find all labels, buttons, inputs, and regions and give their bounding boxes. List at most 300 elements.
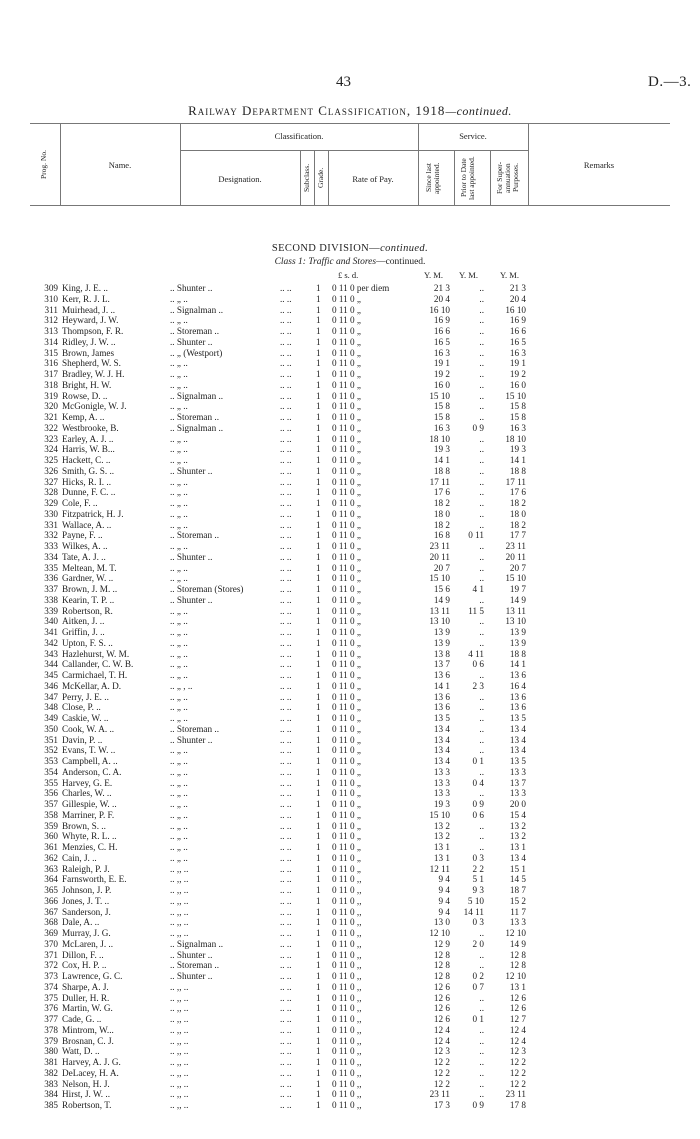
prog-no-cell: 377 <box>44 1014 58 1024</box>
superannuation-cell: 15 4 <box>509 809 526 820</box>
since-last-cell: 13 6 <box>433 670 450 680</box>
header-bottom-rule <box>30 205 670 206</box>
header-rate-of-pay: Rate of Pay. <box>352 174 394 184</box>
designation-cell: .. „ .. <box>170 831 188 842</box>
leader-dots: .. .. <box>280 573 292 584</box>
since-last-cell: 15 8 <box>433 412 450 422</box>
superannuation-cell: 14 1 <box>509 455 526 465</box>
superannuation-cell: 16 6 <box>509 326 526 336</box>
name-cell: Perry, J. E. .. <box>62 691 109 702</box>
subclass-cell: 1 <box>316 971 321 981</box>
name-cell: Johnson, J. P. <box>62 885 112 895</box>
leader-dots: .. .. <box>280 852 292 863</box>
table-row <box>0 928 700 939</box>
rate-of-pay-cell: 0 11 0 ,, <box>332 938 362 949</box>
name-cell: Kemp, A. .. <box>62 412 105 422</box>
prior-to-cell: .. <box>479 594 484 605</box>
superannuation-cell: 14 5 <box>509 874 526 885</box>
subclass-cell: 1 <box>316 1035 321 1046</box>
designation-cell: .. ,, .. <box>170 1067 189 1078</box>
prog-no-cell: 381 <box>44 1057 58 1067</box>
since-last-cell: 13 11 <box>429 605 450 616</box>
prior-to-cell: .. <box>479 637 484 648</box>
leader-dots: .. .. <box>280 788 292 799</box>
name-cell: Cain, J. .. <box>62 852 97 863</box>
prog-no-cell: 350 <box>44 723 58 734</box>
designation-cell: .. Shunter .. <box>170 551 213 562</box>
name-cell: Cole, F. .. <box>62 498 98 508</box>
col-divider <box>490 150 491 205</box>
designation-cell: .. Shunter .. <box>170 283 213 293</box>
rate-of-pay-cell: 0 11 0 ,, <box>332 1035 362 1046</box>
superannuation-cell: 20 7 <box>509 562 526 573</box>
subclass-cell: 1 <box>316 1046 321 1057</box>
table-row <box>0 305 700 316</box>
rate-of-pay-cell: 0 11 0 „ <box>332 627 362 637</box>
table-row <box>0 477 700 488</box>
prog-no-cell: 378 <box>44 1024 58 1035</box>
superannuation-cell: 12 6 <box>509 992 526 1003</box>
leader-dots: .. .. <box>280 551 292 562</box>
since-last-cell: 16 9 <box>433 315 450 326</box>
superannuation-cell: 18 7 <box>509 885 526 895</box>
name-cell: Shepherd, W. S. <box>62 358 121 369</box>
prog-no-cell: 365 <box>44 885 58 895</box>
leader-dots: .. .. <box>280 863 292 874</box>
since-last-cell: 13 2 <box>433 820 450 831</box>
since-last-cell: 13 4 <box>433 756 450 766</box>
rate-of-pay-cell: 0 11 0 „ <box>332 691 362 702</box>
name-cell: Brown, S. .. <box>62 820 106 831</box>
prog-no-cell: 323 <box>44 433 58 444</box>
since-last-cell: 16 3 <box>433 422 450 433</box>
prior-to-cell: .. <box>479 465 484 476</box>
superannuation-cell: 13 4 <box>509 723 526 734</box>
table-row <box>0 1057 700 1068</box>
since-last-cell: 23 11 <box>429 1089 450 1100</box>
table-row <box>0 724 700 735</box>
rate-of-pay-cell: 0 11 0 „ <box>332 734 362 745</box>
prior-to-cell: .. <box>479 293 484 304</box>
leader-dots: .. .. <box>280 756 292 766</box>
leader-dots: .. .. <box>280 766 292 777</box>
since-last-cell: 13 5 <box>433 713 450 723</box>
name-cell: Rowse, D. .. <box>62 390 108 401</box>
leader-dots: .. .. <box>280 422 292 433</box>
table-row <box>0 315 700 326</box>
superannuation-cell: 18 2 <box>509 519 526 530</box>
rate-of-pay-cell: 0 11 0 „ <box>332 358 362 369</box>
since-last-cell: 12 2 <box>433 1078 450 1089</box>
superannuation-cell: 13 7 <box>509 777 526 788</box>
table-row <box>0 659 700 670</box>
since-last-cell: 16 0 <box>433 379 450 390</box>
since-last-cell: 19 1 <box>433 358 450 369</box>
name-cell: Nelson, H. J. <box>62 1078 110 1089</box>
since-last-cell: 15 10 <box>429 809 450 820</box>
superannuation-cell: 13 4 <box>509 745 526 756</box>
rate-of-pay-cell: 0 11 0 ,, <box>332 1100 362 1110</box>
table-row <box>0 842 700 853</box>
subclass-cell: 1 <box>316 713 321 723</box>
table-row <box>0 530 700 541</box>
superannuation-cell: 20 0 <box>509 799 526 809</box>
header-prior-to-date: Prior to Date last appointed. <box>459 156 476 200</box>
superannuation-cell: 18 8 <box>509 465 526 476</box>
name-cell: Lawrence, G. C. <box>62 971 123 981</box>
subclass-cell: 1 <box>316 734 321 745</box>
prior-to-cell: .. <box>479 476 484 487</box>
superannuation-cell: 13 5 <box>509 756 526 766</box>
prog-no-cell: 348 <box>44 702 58 713</box>
leader-dots: .. .. <box>280 1035 292 1046</box>
prior-to-cell: .. <box>479 508 484 519</box>
leader-dots: .. .. <box>280 734 292 745</box>
rate-of-pay-cell: 0 11 0 „ <box>332 616 362 627</box>
superannuation-cell: 13 1 <box>509 842 526 852</box>
designation-cell: .. ,, .. <box>170 885 189 895</box>
name-cell: Sanderson, J. <box>62 906 111 917</box>
leader-dots: .. .. <box>280 498 292 508</box>
superannuation-cell: 15 10 <box>505 390 526 401</box>
leader-dots: .. .. <box>280 745 292 756</box>
name-cell: Fitzpatrick, H. J. <box>62 508 124 519</box>
leader-dots: .. .. <box>280 336 292 347</box>
superannuation-cell: 19 7 <box>509 584 526 594</box>
subclass-cell: 1 <box>316 874 321 885</box>
leader-dots: .. .. <box>280 326 292 336</box>
subclass-cell: 1 <box>316 1024 321 1035</box>
prog-no-cell: 337 <box>44 584 58 594</box>
prog-no-cell: 312 <box>44 315 58 326</box>
subclass-cell: 1 <box>316 702 321 713</box>
table-row <box>0 455 700 466</box>
prior-to-cell: .. <box>479 369 484 379</box>
rate-of-pay-cell: 0 11 0 „ <box>332 508 362 519</box>
leader-dots: .. .. <box>280 1003 292 1014</box>
prog-no-cell: 334 <box>44 551 58 562</box>
rate-of-pay-cell: 0 11 0 „ <box>332 713 362 723</box>
name-cell: Hirst, J. W. .. <box>62 1089 110 1100</box>
name-cell: Jones, J. T. .. <box>62 895 110 906</box>
header-grade: Grade. <box>316 167 325 189</box>
leader-dots: .. .. <box>280 680 292 691</box>
name-cell: Brown, James <box>62 347 115 358</box>
superannuation-cell: 13 4 <box>509 734 526 745</box>
rate-of-pay-cell: 0 11 0 ,, <box>332 917 362 928</box>
prior-to-cell: 11 5 <box>468 605 484 616</box>
leader-dots: .. .. <box>280 616 292 627</box>
leader-dots: .. .. <box>280 562 292 573</box>
subclass-cell: 1 <box>316 444 321 455</box>
leader-dots: .. .. <box>280 895 292 906</box>
subclass-cell: 1 <box>316 1057 321 1067</box>
designation-cell: .. „ .. <box>170 670 188 680</box>
rate-of-pay-cell: 0 11 0 „ <box>332 637 362 648</box>
designation-cell: .. Signalman .. <box>170 390 224 401</box>
prog-no-cell: 339 <box>44 605 58 616</box>
subclass-cell: 1 <box>316 981 321 992</box>
superannuation-cell: 16 9 <box>509 315 526 326</box>
prior-to-cell: 0 9 <box>472 1100 484 1110</box>
subclass-cell: 1 <box>316 433 321 444</box>
prog-no-cell: 367 <box>44 906 58 917</box>
division-heading <box>0 243 700 254</box>
prior-to-cell: 9 3 <box>472 885 484 895</box>
prior-to-cell: .. <box>479 1024 484 1035</box>
table-row <box>0 810 700 821</box>
leader-dots: .. .. <box>280 379 292 390</box>
subclass-cell: 1 <box>316 863 321 874</box>
prog-no-cell: 315 <box>44 347 58 358</box>
table-row <box>0 326 700 337</box>
subclass-cell: 1 <box>316 455 321 465</box>
designation-cell: .. „ (Westport) <box>170 347 223 358</box>
subclass-cell: 1 <box>316 412 321 422</box>
prog-no-cell: 379 <box>44 1035 58 1046</box>
prog-no-cell: 342 <box>44 637 58 648</box>
name-cell: Brosnan, C. J. <box>62 1035 114 1046</box>
table-row <box>0 444 700 455</box>
leader-dots: .. .. <box>280 508 292 519</box>
leader-dots: .. .. <box>280 627 292 637</box>
designation-cell: .. „ .. <box>170 648 188 659</box>
col-divider <box>454 150 455 205</box>
rate-of-pay-cell: 0 11 0 „ <box>332 465 362 476</box>
prior-to-cell: 14 11 <box>463 906 484 917</box>
since-last-cell: 13 1 <box>433 852 450 863</box>
superannuation-cell: 17 8 <box>509 1100 526 1110</box>
since-last-cell: 13 3 <box>433 766 450 777</box>
name-cell: Aitken, J. .. <box>62 616 105 627</box>
table-row <box>0 638 700 649</box>
leader-dots: .. .. <box>280 541 292 551</box>
since-last-cell: 15 6 <box>433 584 450 594</box>
name-cell: Gardner, W. .. <box>62 573 114 584</box>
superannuation-cell: 12 7 <box>509 1014 526 1024</box>
superannuation-cell: 19 2 <box>509 369 526 379</box>
prior-to-cell: .. <box>479 379 484 390</box>
designation-cell: .. „ .. <box>170 745 188 756</box>
superannuation-cell: 21 3 <box>509 283 526 293</box>
since-last-cell: 18 2 <box>433 498 450 508</box>
designation-cell: .. ,, .. <box>170 917 189 928</box>
leader-dots: .. .. <box>280 465 292 476</box>
subclass-cell: 1 <box>316 885 321 895</box>
superannuation-cell: 20 11 <box>505 551 526 562</box>
designation-cell: .. Storeman .. <box>170 723 219 734</box>
prior-to-cell: .. <box>479 949 484 960</box>
leader-dots: .. .. <box>280 960 292 971</box>
rate-of-pay-cell: 0 11 0 ,, <box>332 1014 362 1024</box>
table-row <box>0 1089 700 1100</box>
designation-cell: .. ,, .. <box>170 1024 189 1035</box>
prior-to-cell: .. <box>479 498 484 508</box>
designation-cell: .. ,, .. <box>170 1014 189 1024</box>
name-cell: Wallace, A. .. <box>62 519 112 530</box>
header-prog-no: Prog. No. <box>39 150 48 180</box>
since-last-cell: 12 11 <box>429 863 450 874</box>
rate-of-pay-cell: 0 11 0 „ <box>332 562 362 573</box>
designation-cell: .. Shunter .. <box>170 594 213 605</box>
table-row <box>0 1025 700 1036</box>
table-row <box>0 681 700 692</box>
prog-no-cell: 375 <box>44 992 58 1003</box>
prog-no-cell: 357 <box>44 799 58 809</box>
prog-no-cell: 338 <box>44 594 58 605</box>
name-cell: Martin, W. G. <box>62 1003 113 1014</box>
subclass-cell: 1 <box>316 648 321 659</box>
rate-of-pay-cell: 0 11 0 „ <box>332 293 362 304</box>
designation-cell: .. Shunter .. <box>170 949 213 960</box>
subclass-cell: 1 <box>316 616 321 627</box>
since-last-cell: 12 6 <box>433 1014 450 1024</box>
designation-cell: .. „ .. <box>170 358 188 369</box>
name-cell: Harris, W. B... <box>62 444 115 455</box>
superannuation-cell: 18 2 <box>509 498 526 508</box>
rate-of-pay-cell: 0 11 0 ,, <box>332 885 362 895</box>
prior-to-cell: 2 2 <box>472 863 484 874</box>
superannuation-cell: 13 11 <box>505 605 526 616</box>
name-cell: Caskie, W. .. <box>62 713 109 723</box>
designation-cell: .. ,, .. <box>170 895 189 906</box>
name-cell: Gillespie, W. .. <box>62 799 117 809</box>
rate-of-pay-cell: 0 11 0 „ <box>332 390 362 401</box>
since-last-cell: 9 4 <box>438 895 450 906</box>
prior-to-cell: .. <box>479 831 484 842</box>
title-continued: —continued. <box>445 104 512 118</box>
prog-no-cell: 345 <box>44 670 58 680</box>
subclass-cell: 1 <box>316 960 321 971</box>
subclass-cell: 1 <box>316 530 321 541</box>
rate-of-pay-cell: 0 11 0 „ <box>332 842 362 852</box>
leader-dots: .. .. <box>280 1089 292 1100</box>
leader-dots: .. .. <box>280 928 292 938</box>
service-subrule <box>418 150 528 151</box>
prog-no-cell: 355 <box>44 777 58 788</box>
superannuation-cell: 17 11 <box>505 476 526 487</box>
superannuation-cell: 15 1 <box>509 863 526 874</box>
designation-cell: .. „ .. <box>170 562 188 573</box>
rate-of-pay-cell: 0 11 0 „ <box>332 670 362 680</box>
designation-cell: .. „ .. <box>170 842 188 852</box>
name-cell: Harvey, A. J. G. <box>62 1057 121 1067</box>
since-last-cell: 13 3 <box>433 777 450 788</box>
superannuation-cell: 13 2 <box>509 820 526 831</box>
since-last-cell: 12 6 <box>433 992 450 1003</box>
name-cell: Callander, C. W. B. <box>62 659 134 670</box>
since-last-cell: 12 8 <box>433 971 450 981</box>
subclass-cell: 1 <box>316 906 321 917</box>
prior-to-cell: 0 9 <box>472 799 484 809</box>
superannuation-cell: 13 6 <box>509 670 526 680</box>
designation-cell: .. „ .. <box>170 756 188 766</box>
table-row <box>0 412 700 423</box>
subclass-cell: 1 <box>316 1014 321 1024</box>
table-row <box>0 616 700 627</box>
designation-cell: .. ,, .. <box>170 1057 189 1067</box>
prior-to-cell: .. <box>479 766 484 777</box>
since-last-cell: 23 11 <box>429 541 450 551</box>
prior-to-cell: .. <box>479 455 484 465</box>
prog-no-cell: 327 <box>44 476 58 487</box>
leader-dots: .. .. <box>280 412 292 422</box>
subclass-cell: 1 <box>316 358 321 369</box>
superannuation-cell: 15 10 <box>505 573 526 584</box>
prior-to-cell: 5 10 <box>467 895 484 906</box>
leader-dots: .. .. <box>280 455 292 465</box>
rate-of-pay-cell: 0 11 0 „ <box>332 863 362 874</box>
designation-cell: .. ,, .. <box>170 1035 189 1046</box>
since-last-cell: 9 4 <box>438 906 450 917</box>
prior-to-cell: .. <box>479 1046 484 1057</box>
since-last-cell: 12 6 <box>433 1003 450 1014</box>
table-row <box>0 520 700 531</box>
prog-no-cell: 352 <box>44 745 58 756</box>
since-last-cell: 13 6 <box>433 702 450 713</box>
rate-of-pay-cell: 0 11 0 „ <box>332 584 362 594</box>
name-cell: Menzies, C. H. <box>62 842 118 852</box>
rate-of-pay-cell: 0 11 0 „ <box>332 541 362 551</box>
leader-dots: .. .. <box>280 293 292 304</box>
prior-to-cell: 0 2 <box>472 971 484 981</box>
subclass-cell: 1 <box>316 1078 321 1089</box>
prior-to-cell: .. <box>479 616 484 627</box>
table-row <box>0 745 700 756</box>
subclass-cell: 1 <box>316 723 321 734</box>
superannuation-cell: 14 9 <box>509 594 526 605</box>
subclass-cell: 1 <box>316 379 321 390</box>
table-row <box>0 756 700 767</box>
since-last-cell: 13 0 <box>433 917 450 928</box>
prior-to-cell: .. <box>479 347 484 358</box>
since-last-cell: 15 10 <box>429 573 450 584</box>
designation-cell: .. ,, .. <box>170 1089 189 1100</box>
table-row <box>0 391 700 402</box>
leader-dots: .. .. <box>280 648 292 659</box>
prior-to-cell: 0 1 <box>472 1014 484 1024</box>
prog-no-cell: 353 <box>44 756 58 766</box>
designation-cell: .. „ .. <box>170 401 188 412</box>
rate-of-pay-cell: 0 11 0 ,, <box>332 960 362 971</box>
rate-of-pay-cell: 0 11 0 „ <box>332 831 362 842</box>
table-row <box>0 982 700 993</box>
since-last-cell: 16 8 <box>433 530 450 541</box>
name-cell: Robertson, R. <box>62 605 113 616</box>
superannuation-cell: 15 2 <box>509 895 526 906</box>
name-cell: Westbrooke, B. <box>62 422 119 433</box>
prog-no-cell: 351 <box>44 734 58 745</box>
designation-cell: .. ,, .. <box>170 981 189 992</box>
class-heading <box>0 257 700 267</box>
since-last-cell: 20 7 <box>433 562 450 573</box>
prior-to-cell: .. <box>479 745 484 756</box>
rate-of-pay-cell: 0 11 0 „ <box>332 573 362 584</box>
leader-dots: .. .. <box>280 605 292 616</box>
designation-cell: .. „ .. <box>170 713 188 723</box>
name-cell: Harvey, G. E. <box>62 777 113 788</box>
name-cell: Ridley, J. W. .. <box>62 336 116 347</box>
name-cell: Dillon, F. .. <box>62 949 104 960</box>
rate-of-pay-cell: 0 11 0 ,, <box>332 1067 362 1078</box>
since-last-cell: 16 6 <box>433 326 450 336</box>
prog-no-cell: 376 <box>44 1003 58 1014</box>
rate-of-pay-cell: 0 11 0 „ <box>332 347 362 358</box>
prior-to-cell: 0 11 <box>468 530 484 541</box>
table-row <box>0 735 700 746</box>
prog-no-cell: 371 <box>44 949 58 960</box>
subclass-cell: 1 <box>316 293 321 304</box>
